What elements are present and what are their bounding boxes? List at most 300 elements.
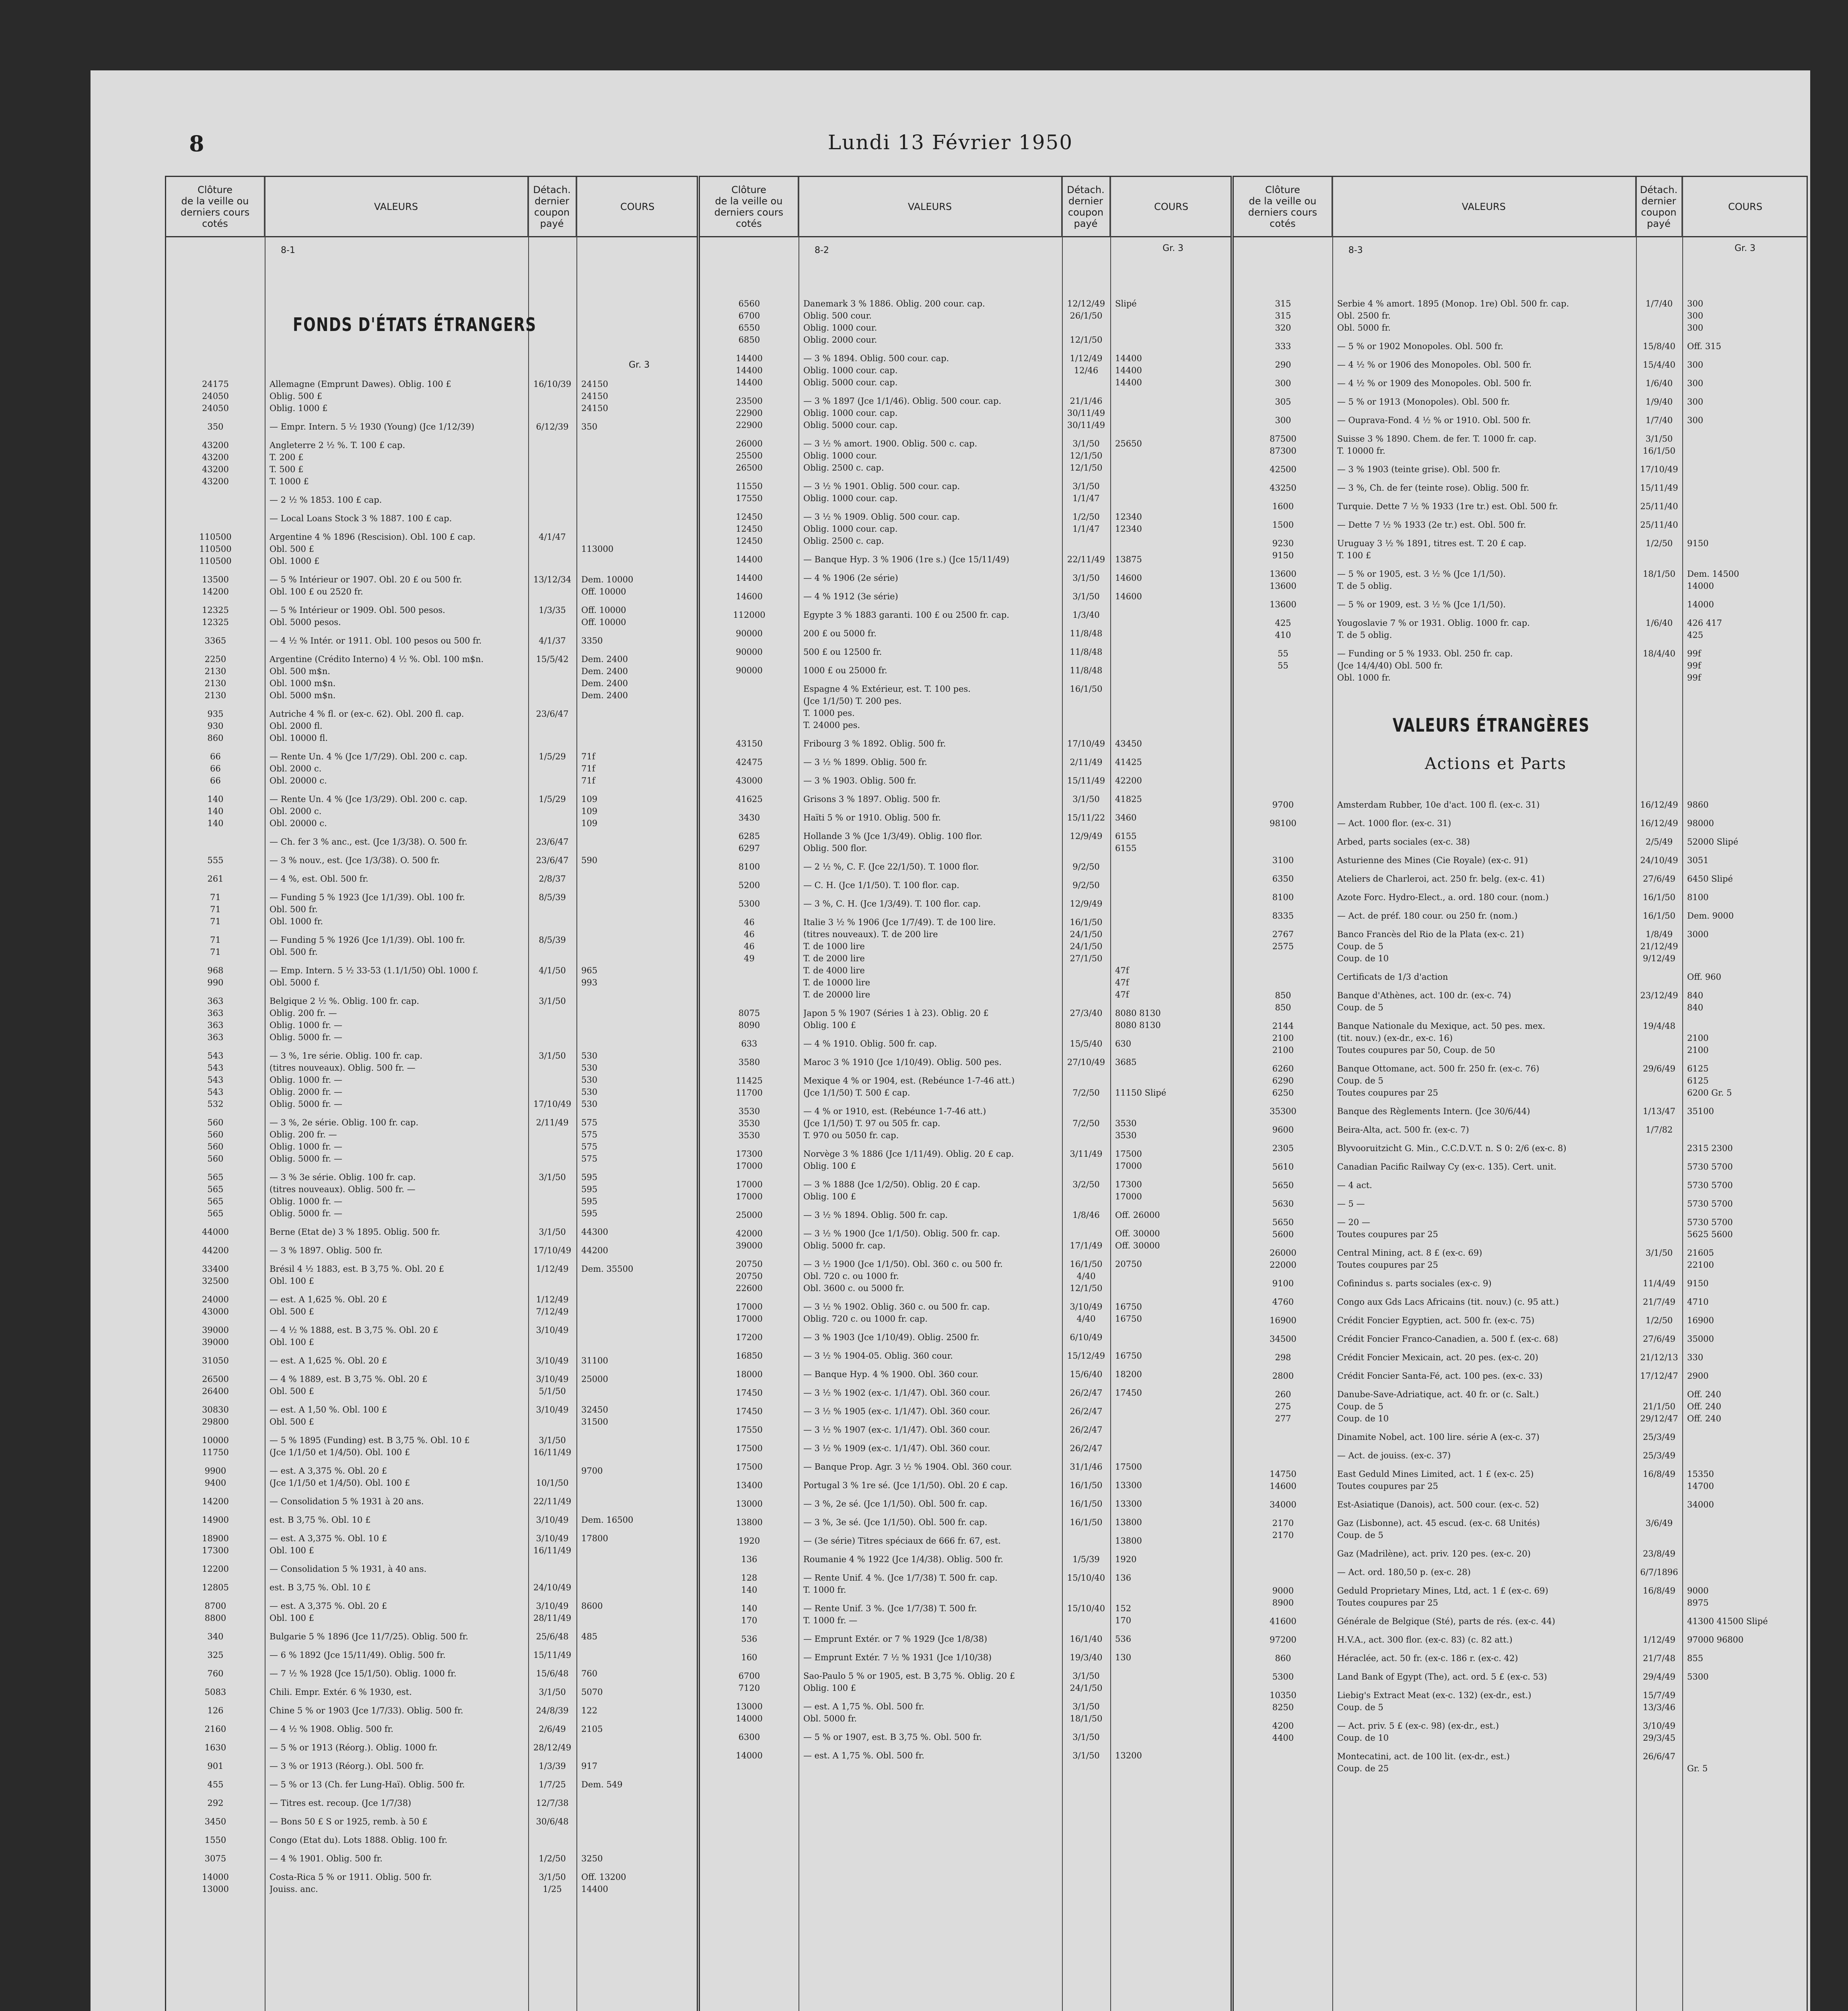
cell-p: 543 (207, 1075, 224, 1085)
cell-v: — 3 %, 3e sé. (Jce 1/1/50). Obl. 500 fr. cap. (803, 1518, 988, 1527)
cell-v: (Jce 1/1/50 et 1/4/50). Obl. 100 £ (270, 1448, 410, 1457)
table-row (700, 1148, 1232, 1160)
cell-v: 200 £ ou 5000 fr. (803, 629, 877, 638)
cell-c: 5730 5700 (1687, 1180, 1733, 1190)
cell-c: 2315 2300 (1687, 1143, 1733, 1153)
cell-d: 1/3/39 (539, 1761, 566, 1771)
cell-p: 17300 (736, 1149, 763, 1159)
cell-p: 33400 (202, 1264, 229, 1274)
cell-d: 30/11/49 (1067, 408, 1105, 418)
table-row (700, 492, 1232, 504)
cell-c: 17000 (1115, 1161, 1142, 1171)
cell-p: 17200 (736, 1332, 763, 1342)
cell-v: — 4 act. (1337, 1180, 1373, 1190)
table-row (700, 334, 1232, 346)
cell-p: 24000 (202, 1295, 229, 1304)
table-row (1234, 1124, 1808, 1136)
cell-d: 1/12/49 (1070, 354, 1103, 363)
cell-p: 363 (207, 1020, 224, 1030)
cell-v: Obl. 2000 c. (270, 764, 322, 773)
cell-d: 15/12/49 (1067, 1351, 1105, 1361)
cell-p: 6260 (1272, 1064, 1294, 1073)
cell-v: — 3 ½ % 1902. Oblig. 360 c. ou 500 fr. cap. (803, 1302, 990, 1312)
cell-v: — est. A 1,625 %. Obl. 20 £ (270, 1356, 387, 1365)
column-header-cloture: Clôture de la veille ou derniers cours cotés (166, 177, 265, 237)
table-row (700, 376, 1232, 389)
table-row (166, 555, 698, 567)
cell-d: 12/1/50 (1070, 335, 1103, 345)
cell-d: 16/1/50 (1643, 911, 1675, 921)
cell-c: 41300 41500 Slipé (1687, 1616, 1768, 1626)
cell-p: 9100 (1272, 1279, 1294, 1288)
cell-v: Oblig. 500 cour. (803, 311, 872, 321)
cell-c: Off. 10000 (581, 587, 626, 596)
cell-p: 560 (207, 1118, 224, 1127)
cell-p: 12450 (736, 524, 763, 534)
cell-d: 12/9/49 (1070, 899, 1103, 909)
cell-v: Montecatini, act. de 100 lit. (ex-dr., est.) (1337, 1752, 1510, 1761)
cell-v: — 5 % Intérieur or 1909. Obl. 500 pesos. (270, 605, 445, 615)
cell-c: 5730 5700 (1687, 1199, 1733, 1209)
cell-p: 17450 (736, 1406, 763, 1416)
cell-p: 565 (207, 1209, 224, 1218)
cell-c: 6125 (1687, 1076, 1709, 1086)
cell-p: 6700 (738, 311, 760, 321)
cell-v: Espagne 4 % Extérieur, est. T. 100 pes. (803, 684, 971, 694)
table-row (700, 1405, 1232, 1417)
cell-p: 14000 (736, 1714, 763, 1723)
cell-v: T. de 10000 lire (803, 978, 870, 987)
cell-d: 29/4/49 (1643, 1672, 1675, 1682)
table-row (166, 402, 698, 414)
cell-c: 6155 (1115, 831, 1137, 841)
page-date: Lundi 13 Février 1950 (827, 131, 1073, 154)
cell-v: — Consolidation 5 % 1931 à 20 ans. (270, 1497, 424, 1506)
cell-c: 9700 (581, 1466, 603, 1476)
cell-d: 15/5/42 (536, 654, 569, 664)
cell-p: 275 (1275, 1402, 1291, 1411)
cell-c: Off. 240 (1687, 1402, 1721, 1411)
cell-c: 536 (1115, 1634, 1132, 1644)
cell-c: 32450 (581, 1405, 608, 1415)
table-row (1234, 396, 1808, 408)
cell-v: Obl. 1000 £ (270, 556, 320, 566)
cell-c: 47f (1115, 966, 1129, 975)
table-row (700, 707, 1232, 719)
cell-d: 3/10/49 (536, 1374, 569, 1384)
cell-v: Congo (Etat du). Lots 1888. Oblig. 100 fr. (270, 1835, 448, 1845)
cell-v: Oblig. 1000 cour. cap. (803, 524, 898, 534)
table-row (166, 1062, 698, 1074)
table-row (700, 1387, 1232, 1399)
cell-v: Coup. de 10 (1337, 1414, 1389, 1423)
cell-v: Oblig. 1000 cour. cap. (803, 493, 898, 503)
cell-p: 3430 (738, 813, 760, 822)
cell-v: — 4 % 1901. Oblig. 500 fr. (270, 1854, 383, 1863)
cell-p: 55 (1278, 661, 1288, 670)
cell-p: 425 (1275, 618, 1291, 628)
cell-p: 410 (1275, 630, 1291, 640)
cell-v: — est. A 1,75 %. Obl. 500 fr. (803, 1751, 924, 1760)
cell-v: Coup. de 5 (1337, 1703, 1383, 1712)
cell-v: Obl. 720 c. ou 1000 fr. (803, 1271, 899, 1281)
cell-v: T. de 1000 lire (803, 942, 865, 951)
table-row (166, 475, 698, 487)
cell-d: 1/3/35 (539, 605, 566, 615)
table-row (166, 1465, 698, 1477)
cell-c: 152 (1115, 1604, 1132, 1613)
cell-v: Obl. 5000 m$n. (270, 691, 336, 700)
cell-d: 1/2/50 (1645, 539, 1673, 548)
cell-p: 140 (207, 806, 224, 816)
cell-p: 71 (210, 947, 221, 957)
cell-p: 935 (207, 709, 224, 719)
cell-p: 98100 (1270, 818, 1296, 828)
cell-p: 6550 (738, 323, 760, 333)
cell-p: 6290 (1272, 1076, 1294, 1086)
cell-d: 29/12/47 (1640, 1414, 1678, 1423)
cell-d: 11/8/48 (1070, 629, 1103, 638)
cell-v: Turquie. Dette 7 ½ % 1933 (1re tr.) est. Obl. 500 fr. (1337, 502, 1558, 511)
cell-c: Dem. 2400 (581, 691, 628, 700)
cell-v: Bulgarie 5 % 1896 (Jce 11/7/25). Oblig. 500 fr. (270, 1632, 469, 1641)
cell-v: — est. A 3,375 %. Obl. 20 £ (270, 1466, 387, 1476)
cell-v: Obl. 100 £ ou 2520 fr. (270, 587, 363, 596)
table-row (700, 523, 1232, 535)
cell-c: 122 (581, 1706, 598, 1715)
cell-d: 27/1/50 (1070, 954, 1103, 963)
cell-v: — est. A 1,75 %. Obl. 500 fr. (803, 1702, 924, 1711)
table-row (700, 916, 1232, 928)
cell-c: 350 (581, 422, 598, 432)
cell-v: Toutes coupures par 25 (1337, 1598, 1438, 1608)
table-row (166, 891, 698, 903)
cell-v: — 4 ½ % or 1906 des Monopoles. Obl. 500 fr. (1337, 360, 1532, 370)
cell-p: 850 (1275, 1003, 1291, 1012)
cell-p: 5650 (1272, 1180, 1294, 1190)
cell-p: 5630 (1272, 1199, 1294, 1209)
cell-c: 71f (581, 752, 595, 761)
cell-v: — 3 ½ % 1901. Oblig. 500 cour. cap. (803, 481, 960, 491)
table-row (700, 1301, 1232, 1313)
cell-p: 2130 (204, 691, 226, 700)
cell-d: 26/2/47 (1070, 1388, 1103, 1398)
cell-v: — (3e série) Titres spéciaux de 666 fr. 67, est. (803, 1536, 1001, 1546)
cell-c: 17000 (1115, 1192, 1142, 1201)
cell-v: — est. A 3,375 %. Obl. 20 £ (270, 1601, 387, 1611)
cell-v: — 3 ½ % 1909 (ex-c. 1/1/47). Obl. 360 cour. (803, 1443, 990, 1453)
table-row (700, 1682, 1232, 1694)
table-row (700, 1007, 1232, 1019)
cell-p: 8250 (1272, 1703, 1294, 1712)
cell-v: Congo aux Gds Lacs Africains (tit. nouv.) (c. 95 att.) (1337, 1297, 1559, 1307)
cell-d: 3/10/49 (1070, 1302, 1103, 1312)
cell-c: Dem. 549 (581, 1780, 623, 1789)
table-row (700, 1019, 1232, 1031)
table-row (166, 1477, 698, 1489)
table-row (700, 646, 1232, 658)
cell-c: 170 (1115, 1616, 1132, 1625)
cell-p: 30830 (202, 1405, 229, 1415)
cell-v: Oblig. 100 £ (803, 1192, 856, 1201)
cell-c: 99f (1687, 673, 1701, 683)
cell-c: Off. 30000 (1115, 1241, 1160, 1250)
cell-c: 24150 (581, 403, 608, 413)
cell-p: 5600 (1272, 1230, 1294, 1239)
cell-c: 14400 (581, 1884, 608, 1894)
cell-v: Banque des Règlements Intern. (Jce 30/6/44) (1337, 1106, 1530, 1116)
cell-d: 3/1/50 (1072, 794, 1100, 804)
table-row (1234, 1333, 1808, 1345)
cell-p: 17500 (736, 1443, 763, 1453)
cell-v: Arbed, parts sociales (ex-c. 38) (1337, 837, 1470, 847)
cell-v: Oblig. 2500 c. cap. (803, 463, 884, 473)
table-row (166, 1293, 698, 1306)
cell-v: Coup. de 5 (1337, 942, 1383, 951)
cell-p: 560 (207, 1154, 224, 1164)
table-row (166, 1306, 698, 1318)
cell-d: 1/5/29 (539, 794, 566, 804)
cell-c: 530 (581, 1063, 598, 1073)
table-row (1234, 1585, 1808, 1597)
cell-p: 10350 (1270, 1690, 1296, 1700)
cell-p: 71 (210, 935, 221, 945)
cell-c: 13300 (1115, 1499, 1142, 1509)
cell-d: 24/8/39 (536, 1706, 569, 1715)
cell-d: 19/3/40 (1070, 1653, 1103, 1662)
table-row (700, 1701, 1232, 1713)
cell-v: T. 10000 fr. (1337, 446, 1385, 456)
cell-d: 15/11/49 (533, 1650, 572, 1660)
cell-v: — 3 % 1897. Oblig. 500 fr. (270, 1246, 383, 1255)
cell-v: T. 500 £ (270, 465, 304, 474)
table-row (1234, 580, 1808, 592)
cell-d: 25/3/49 (1643, 1432, 1675, 1442)
cell-p: 1630 (204, 1743, 226, 1752)
cell-d: 1/5/39 (1072, 1555, 1100, 1564)
cell-p: 42475 (736, 757, 763, 767)
cell-v: — 3 ½ % 1905 (ex-c. 1/1/47). Obl. 360 cour. (803, 1406, 990, 1416)
cell-p: 41625 (736, 794, 763, 804)
cell-p: 16900 (1270, 1316, 1296, 1325)
table-row (1234, 482, 1808, 494)
cell-c: 9000 (1687, 1586, 1709, 1596)
cell-d: 16/11/49 (533, 1448, 572, 1457)
cell-c: 113000 (581, 544, 614, 554)
table-row (700, 535, 1232, 547)
table-row (700, 1228, 1232, 1240)
table-row (166, 817, 698, 829)
cell-d: 3/10/49 (536, 1356, 569, 1365)
section-code: 8-2 (815, 245, 829, 255)
cell-c: 24150 (581, 379, 608, 389)
cell-p: 6285 (738, 831, 760, 841)
table-row (166, 1275, 698, 1287)
cell-p: 25000 (736, 1210, 763, 1220)
cell-p: 39000 (202, 1325, 229, 1335)
cell-d: 1/12/49 (536, 1264, 569, 1274)
cell-d: 4/40 (1076, 1314, 1096, 1324)
table-row (1234, 310, 1808, 322)
cell-v: Gaz (Lisbonne), act. 45 escud. (ex-c. 68 Unités) (1337, 1518, 1540, 1528)
table-row (166, 793, 698, 805)
cell-v: Amsterdam Rubber, 10e d'act. 100 fl. (ex-c. 31) (1337, 800, 1540, 810)
cell-c: 485 (581, 1632, 598, 1641)
table-row (700, 1368, 1232, 1380)
table-row (700, 1056, 1232, 1068)
table-row (166, 1129, 698, 1141)
cell-v: T. de 5 oblig. (1337, 630, 1392, 640)
cell-v: Oblig. 1000 cour. (803, 323, 877, 333)
cell-c: Dem. 16500 (581, 1515, 634, 1525)
cell-p: 990 (207, 978, 224, 987)
cell-v: Toutes coupures par 50, Coup. de 50 (1337, 1045, 1495, 1055)
cell-v: Coup. de 10 (1337, 954, 1389, 963)
table-row (166, 1324, 698, 1336)
cell-c: 14600 (1115, 592, 1142, 601)
cell-p: 39000 (736, 1241, 763, 1250)
table-row (700, 480, 1232, 492)
cell-v: Obl. 5000 f. (270, 978, 320, 987)
table-row (166, 494, 698, 506)
table-row (1234, 1247, 1808, 1259)
cell-c: 16750 (1115, 1302, 1142, 1312)
cell-v: Central Mining, act. 8 £ (ex-c. 69) (1337, 1248, 1482, 1258)
table-row (1234, 1597, 1808, 1609)
cell-d: 3/1/50 (1072, 592, 1100, 601)
cell-c: 21605 (1687, 1248, 1714, 1258)
cell-d: 3/1/50 (539, 996, 566, 1006)
table-row (166, 1834, 698, 1846)
cell-c: Dem. 35500 (581, 1264, 634, 1274)
cell-v: Oblig. 1000 fr. — (270, 1020, 342, 1030)
table-row (700, 1240, 1232, 1252)
table-row (1234, 817, 1808, 829)
cell-v: — Funding 5 % 1926 (Jce 1/1/39). Obl. 100 fr. (270, 935, 465, 945)
cell-p: 71 (210, 905, 221, 914)
cell-d: 30/6/48 (536, 1817, 569, 1826)
cell-v: — 4 ½ % 1888, est. B 3,75 %. Obl. 20 £ (270, 1325, 438, 1335)
cell-d: 22/11/49 (1067, 555, 1105, 564)
cell-d: 30/11/49 (1067, 420, 1105, 430)
cell-v: — 3 % 1903 (Jce 1/10/49). Oblig. 2500 fr. (803, 1332, 980, 1342)
cell-v: East Geduld Mines Limited, act. 1 £ (ex-c. 25) (1337, 1469, 1534, 1479)
cell-v: Obl. 100 £ (270, 1337, 314, 1347)
cell-p: 55 (1278, 649, 1288, 658)
cell-c: 13200 (1115, 1751, 1142, 1760)
cell-v: Oblig. 720 c. ou 1000 fr. cap. (803, 1314, 928, 1324)
cell-p: 43250 (1270, 483, 1296, 493)
table-row (166, 1171, 698, 1183)
cell-p: 3530 (738, 1131, 760, 1140)
table-row (1234, 298, 1808, 310)
cell-p: 363 (207, 996, 224, 1006)
cell-v: Chili. Empr. Extér. 6 % 1930, est. (270, 1687, 412, 1697)
cell-d: 3/1/50 (539, 1687, 566, 1697)
cell-d: 25/11/40 (1640, 502, 1678, 511)
cell-p: 66 (210, 752, 221, 761)
cell-c: 14700 (1687, 1481, 1714, 1491)
table-row (700, 407, 1232, 419)
cell-d: 3/1/50 (539, 1172, 566, 1182)
table-row (700, 1105, 1232, 1117)
cell-p: 350 (207, 422, 224, 432)
cell-v: T. de 5 oblig. (1337, 581, 1392, 591)
cell-v: — 3 %, 2e série. Oblig. 100 fr. cap. (270, 1118, 419, 1127)
table-row (166, 586, 698, 598)
cell-c: 2900 (1687, 1371, 1709, 1381)
table-row (166, 1853, 698, 1865)
cell-c: 14600 (1115, 573, 1142, 583)
cell-c: 41425 (1115, 757, 1142, 767)
cell-v: — Bons 50 £ S or 1925, remb. à 50 £ (270, 1817, 428, 1826)
cell-v: Roumanie 4 % 1922 (Jce 1/4/38). Oblig. 500 fr. (803, 1555, 1003, 1564)
cell-p: 66 (210, 776, 221, 785)
table-row (1234, 340, 1808, 352)
cell-p: 333 (1275, 341, 1291, 351)
cell-c: 300 (1687, 311, 1704, 321)
cell-p: 2130 (204, 666, 226, 676)
cell-p: 140 (741, 1585, 757, 1595)
cell-p: 13600 (1270, 569, 1296, 579)
column-header-valeurs: VALEURS (265, 177, 528, 237)
cell-v: Obl. 100 £ (270, 1276, 314, 1286)
cell-c: 35000 (1687, 1334, 1714, 1344)
table-row (1234, 1259, 1808, 1271)
cell-v: (Jce 1/1/50) T. 200 pes. (803, 696, 902, 706)
table-row (700, 1651, 1232, 1663)
cell-c: 2105 (581, 1724, 603, 1734)
table-row (700, 738, 1232, 750)
cell-c: Off. 10000 (581, 617, 626, 627)
cell-c: Dem. 2400 (581, 679, 628, 688)
cell-c: 3530 (1115, 1131, 1137, 1140)
table-row (1234, 1075, 1808, 1087)
cell-p: 320 (1275, 323, 1291, 333)
cell-d: 11/8/48 (1070, 647, 1103, 657)
table-row (1234, 910, 1808, 922)
cell-p: 17500 (736, 1462, 763, 1472)
cell-c: Off. 315 (1687, 341, 1721, 351)
cell-v: Brésil 4 ½ 1883, est. B 3,75 %. Obl. 20 £ (270, 1264, 444, 1274)
table-row (166, 1141, 698, 1153)
table-row (1234, 1351, 1808, 1363)
cell-p: 277 (1275, 1414, 1291, 1423)
cell-c: 41825 (1115, 794, 1142, 804)
cell-v: 500 £ ou 12500 fr. (803, 647, 882, 657)
cell-p: 43200 (202, 452, 229, 462)
column-header-detach: Détach. dernier coupon payé (1636, 177, 1682, 237)
cell-d: 2/11/49 (536, 1118, 569, 1127)
table-row (166, 635, 698, 647)
cell-d: 16/1/50 (1643, 446, 1675, 456)
table-row (700, 695, 1232, 707)
cell-c: 14400 (1115, 378, 1142, 387)
cell-v: — 4 % 1889, est. B 3,75 %. Obl. 20 £ (270, 1374, 428, 1384)
cell-p: 2100 (1272, 1033, 1294, 1043)
table-row (1234, 1480, 1808, 1492)
cell-p: 850 (1275, 991, 1291, 1000)
cell-c: 9150 (1687, 1279, 1709, 1288)
cell-p: 42000 (736, 1229, 763, 1238)
cell-c: 855 (1687, 1653, 1704, 1663)
cell-c: 426 417 (1687, 618, 1722, 628)
cell-d: 21/7/49 (1643, 1297, 1675, 1307)
cell-d: 24/1/50 (1070, 929, 1103, 939)
cell-p: 87300 (1270, 446, 1296, 456)
table-row (166, 1723, 698, 1735)
cell-c: 35100 (1687, 1106, 1714, 1116)
